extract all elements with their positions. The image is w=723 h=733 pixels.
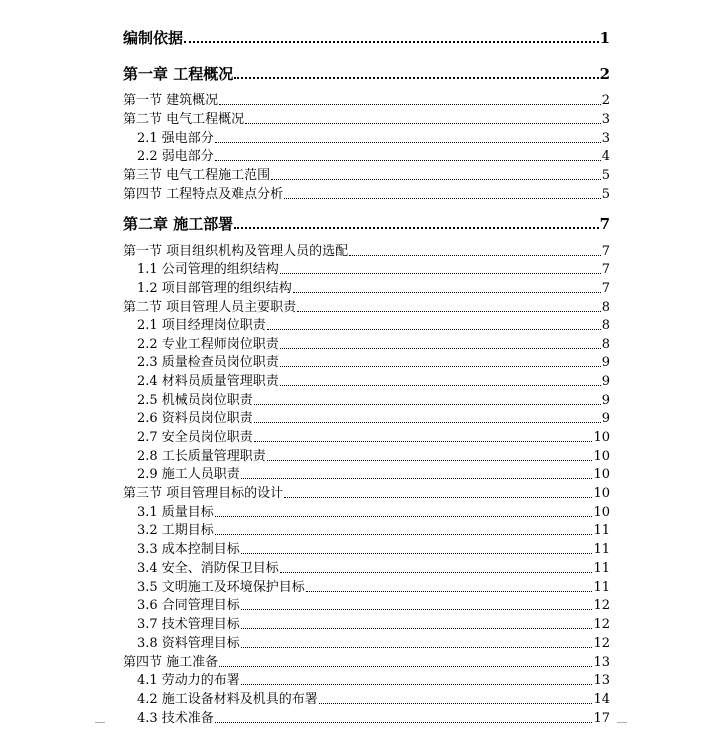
toc-entry-label: 2.5 机械员岗位职责 [137,393,253,408]
toc-entry[interactable] [123,336,610,352]
toc-entry-label: 第三节 电气工程施工范围 [123,168,271,183]
toc-entry-label: 2.1 强电部分 [137,131,214,146]
toc-dot-leader [297,310,601,312]
toc-entry-label: 3.3 成本控制目标 [137,542,240,557]
toc-dot-leader [280,384,601,386]
toc-entry-label: 第一节 建筑概况 [123,93,219,108]
toc-dot-leader [219,665,592,667]
toc-dot-leader [280,347,601,349]
toc-dot-leader [254,421,601,423]
toc-entry[interactable] [123,635,610,651]
toc-entry-label: 2.2 弱电部分 [137,149,214,164]
toc-entry-page-number: 8 [601,337,610,352]
toc-entry-page-number: 17 [593,711,610,726]
toc-entry[interactable] [123,167,610,183]
toc-entry[interactable] [123,672,610,688]
toc-entry[interactable] [123,354,610,370]
toc-entry-page-number: 3 [601,131,610,146]
toc-entry-page-number: 8 [601,300,610,315]
toc-entry-page-number: 7 [601,281,610,296]
toc-entry[interactable] [123,63,610,83]
toc-entry-label: 第二节 电气工程概况 [123,112,245,127]
toc-entry-page-number: 5 [601,187,610,202]
toc-entry-page-number: 7 [599,215,610,233]
toc-entry-page-number: 2 [599,65,610,83]
toc-entry[interactable] [123,280,610,296]
toc-dot-leader [271,178,601,180]
toc-entry-page-number: 11 [593,561,610,576]
toc-entry[interactable] [123,579,610,595]
toc-entry-label: 第一节 项目组织机构及管理人员的选配 [123,244,349,259]
toc-entry-label: 3.5 文明施工及环境保护目标 [137,580,305,595]
toc-dot-leader [215,141,601,143]
toc-entry-page-number: 13 [593,655,610,670]
toc-entry-label: 4.3 技术准备 [137,711,214,726]
toc-entry-page-number: 2 [601,93,610,108]
toc-entry-page-number: 9 [601,374,610,389]
toc-entry[interactable] [123,560,610,576]
toc-entry-label: 3.7 技术管理目标 [137,617,240,632]
toc-dot-leader [254,440,593,442]
toc-entry-page-number: 10 [593,505,610,520]
toc-dot-leader [241,683,593,685]
toc-entry-page-number: 11 [593,523,610,538]
toc-entry-label: 第一章 工程概况 [123,65,234,83]
toc-dot-leader [215,159,601,161]
toc-entry-label: 第四节 施工准备 [123,655,219,670]
toc-entry-label: 第三节 项目管理目标的设计 [123,486,284,501]
toc-entry[interactable] [123,485,610,501]
toc-entry-label: 第四节 工程特点及难点分析 [123,187,284,202]
toc-entry[interactable] [123,429,610,445]
toc-entry[interactable] [123,392,610,408]
toc-dot-leader [306,590,593,592]
toc-entry[interactable] [123,466,610,482]
toc-entry-label: 3.2 工期目标 [137,523,214,538]
toc-entry-page-number: 10 [593,486,610,501]
toc-dot-leader [234,76,598,79]
toc-entry-page-number: 9 [601,411,610,426]
toc-entry[interactable] [123,616,610,632]
toc-entry-label: 2.2 专业工程师岗位职责 [137,337,279,352]
toc-entry[interactable] [123,186,610,202]
toc-entry[interactable] [123,111,610,127]
toc-entry-label: 2.9 施工人员职责 [137,467,240,482]
toc-entry[interactable] [123,373,610,389]
toc-dot-leader [245,122,601,124]
toc-entry-page-number: 13 [593,673,610,688]
page-corner-mark-right [617,722,627,733]
toc-entry-page-number: 7 [601,244,610,259]
toc-dot-leader [241,477,593,479]
toc-entry-page-number: 12 [593,636,610,651]
toc-entry[interactable] [123,261,610,277]
toc-entry-label: 3.1 质量目标 [137,505,214,520]
toc-entry-label: 4.1 劳动力的布署 [137,673,240,688]
toc-entry[interactable] [123,710,610,726]
toc-entry[interactable] [123,410,610,426]
toc-entry-page-number: 11 [593,580,610,595]
toc-entry[interactable] [123,299,610,315]
toc-entry-page-number: 10 [593,467,610,482]
toc-entry-label: 第二章 施工部署 [123,215,234,233]
toc-entry-label: 第二节 项目管理人员主要职责 [123,300,297,315]
toc-entry-page-number: 9 [601,355,610,370]
toc-dot-leader [241,608,593,610]
toc-entry-page-number: 14 [593,692,610,707]
toc-entry-page-number: 10 [593,430,610,445]
toc-dot-leader [284,496,592,498]
toc-dot-leader [267,459,593,461]
toc-entry-label: 2.1 项目经理岗位职责 [137,318,266,333]
toc-entry-page-number: 12 [593,598,610,613]
toc-entry[interactable] [123,597,610,613]
toc-entry[interactable] [123,691,610,707]
toc-entry[interactable] [123,317,610,333]
toc-entry-page-number: 9 [601,393,610,408]
toc-dot-leader [254,403,601,405]
toc-entry-label: 2.4 材料员质量管理职责 [137,374,279,389]
toc-entry-label: 编制依据 [123,29,184,47]
toc-entry[interactable] [123,92,610,108]
toc-dot-leader [280,365,601,367]
toc-entry[interactable] [123,654,610,670]
toc-dot-leader [241,646,593,648]
toc-entry-page-number: 11 [593,542,610,557]
toc-entry[interactable] [123,148,610,164]
toc-entry-page-number: 8 [601,318,610,333]
toc-entry-label: 2.6 资料员岗位职责 [137,411,253,426]
toc-dot-leader [215,515,593,517]
toc-dot-leader [349,254,601,256]
toc-entry[interactable] [123,541,610,557]
toc-entry-label: 3.8 资料管理目标 [137,636,240,651]
toc-dot-leader [215,533,593,535]
toc-entry[interactable] [123,448,610,464]
toc-entry-page-number: 3 [601,112,610,127]
toc-dot-leader [241,552,593,554]
toc-entry[interactable] [123,243,610,259]
toc-entry-page-number: 5 [601,168,610,183]
toc-dot-leader [234,226,598,229]
toc-entry-label: 1.1 公司管理的组织结构 [137,262,279,277]
toc-dot-leader [219,103,601,105]
toc-entry-label: 2.8 工长质量管理职责 [137,449,266,464]
toc-entry[interactable] [123,504,610,520]
toc-entry-label: 2.7 安全员岗位职责 [137,430,253,445]
toc-dot-leader [319,702,593,704]
toc-dot-leader [280,571,593,573]
toc-dot-leader [267,328,601,330]
toc-entry-label: 3.6 合同管理目标 [137,598,240,613]
toc-entry[interactable] [123,27,610,47]
toc-entry-label: 1.2 项目部管理的组织结构 [137,281,292,296]
toc-entry[interactable] [123,130,610,146]
toc-entry-label: 4.2 施工设备材料及机具的布署 [137,692,318,707]
toc-dot-leader [215,721,593,723]
toc-dot-leader [284,197,601,199]
toc-entry-page-number: 12 [593,617,610,632]
toc-entry[interactable] [123,522,610,538]
toc-dot-leader [184,40,599,43]
toc-entry[interactable] [123,213,610,233]
toc-entry-page-number: 4 [601,149,610,164]
toc-entry-page-number: 10 [593,449,610,464]
toc-dot-leader [280,272,601,274]
toc-dot-leader [241,627,593,629]
toc-entry-page-number: 1 [599,29,610,47]
toc-entry-label: 2.3 质量检查员岗位职责 [137,355,279,370]
toc-entry-page-number: 7 [601,262,610,277]
page-corner-mark-left [95,722,105,733]
toc-dot-leader [293,291,601,293]
toc-entry-label: 3.4 安全、消防保卫目标 [137,561,279,576]
